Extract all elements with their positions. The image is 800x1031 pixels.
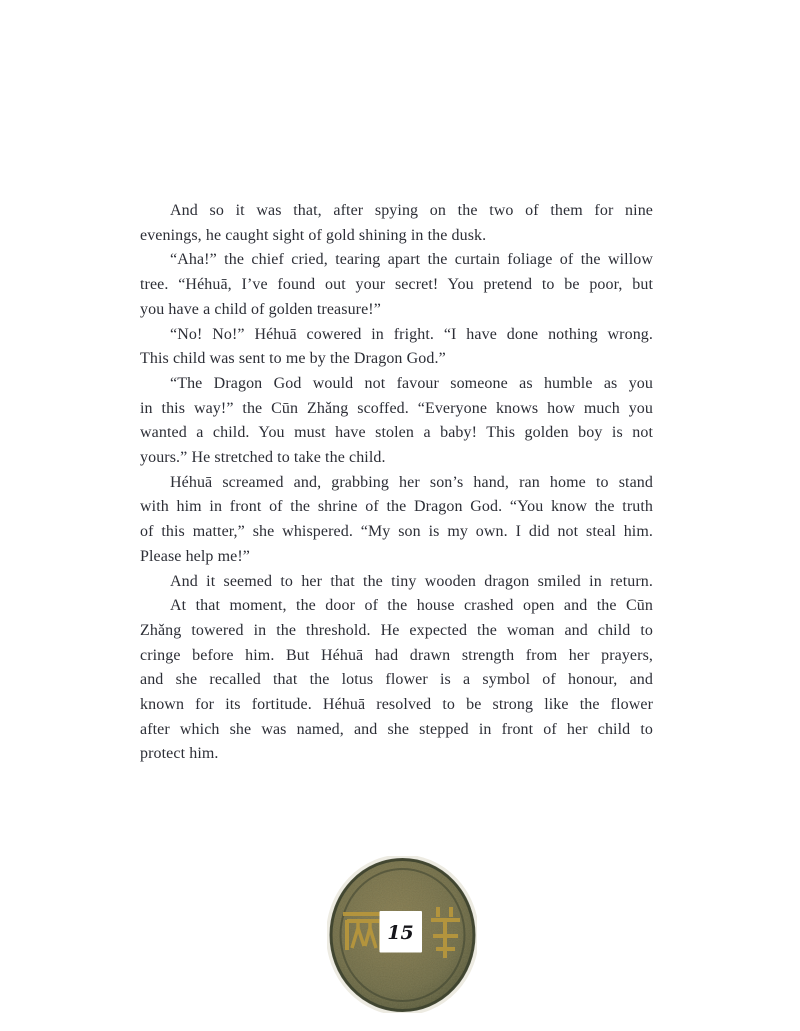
paragraph [140, 323, 653, 372]
text-line: in this way!” the Cūn Zhǎng scoffed. “Everyone knows how much you [140, 399, 653, 417]
text-line: And it seemed to her that the tiny wooden dragon smiled in return. [170, 572, 653, 590]
text-line: At that moment, the door of the house crashed open and the Cūn [170, 597, 653, 615]
text-line: “Aha!” the chief cried, tearing apart the curtain foliage of the willow [170, 251, 653, 269]
paragraph [140, 570, 653, 595]
text-line: and she recalled that the lotus flower is a symbol of honour, and [140, 671, 653, 689]
text-line: wanted a child. You must have stolen a baby! This golden boy is not [140, 424, 653, 442]
text-line: This child was sent to me by the Dragon God.” [140, 350, 446, 368]
text-line: with him in front of the shrine of the Dragon God. “You know the truth [140, 498, 653, 516]
paragraph [140, 594, 653, 767]
text-line: Zhǎng towered in the threshold. He expected the woman and child to [140, 621, 653, 639]
text-line: cringe before him. But Héhuā had drawn strength from her prayers, [140, 646, 653, 664]
text-line: “No! No!” Héhuā cowered in fright. “I have done nothing wrong. [170, 325, 653, 343]
text-line: after which she was named, and she stepped in front of her child to [140, 720, 653, 738]
coin-illustration [327, 856, 477, 1013]
chinese-coin-graphic [327, 856, 477, 1013]
page-number: 15 [387, 922, 414, 944]
text-line: Héhuā screamed and, grabbing her son’s hand, ran home to stand [170, 473, 653, 491]
story-text [140, 199, 653, 767]
text-line: evenings, he caught sight of gold shining in the dusk. [140, 226, 487, 244]
paragraph [140, 372, 653, 471]
text-line: of this matter,” she whispered. “My son is my own. I did not steal him. [140, 523, 653, 541]
paragraph [140, 471, 653, 570]
text-line: you have a child of golden treasure!” [140, 300, 381, 318]
text-line: yours.” He stretched to take the child. [140, 449, 386, 467]
text-line: known for its fortitude. Héhuā resolved to be strong like the flower [140, 696, 653, 714]
text-line: Please help me!” [140, 547, 250, 565]
paragraph [140, 248, 653, 322]
text-line: And so it was that, after spying on the two of them for nine [170, 202, 653, 219]
text-line: tree. “Héhuā, I’ve found out your secret! You pretend to be poor, but [140, 276, 653, 294]
paragraph [140, 199, 653, 248]
text-line: “The Dragon God would not favour someone as humble as you [170, 374, 653, 392]
text-line: protect him. [140, 745, 219, 763]
